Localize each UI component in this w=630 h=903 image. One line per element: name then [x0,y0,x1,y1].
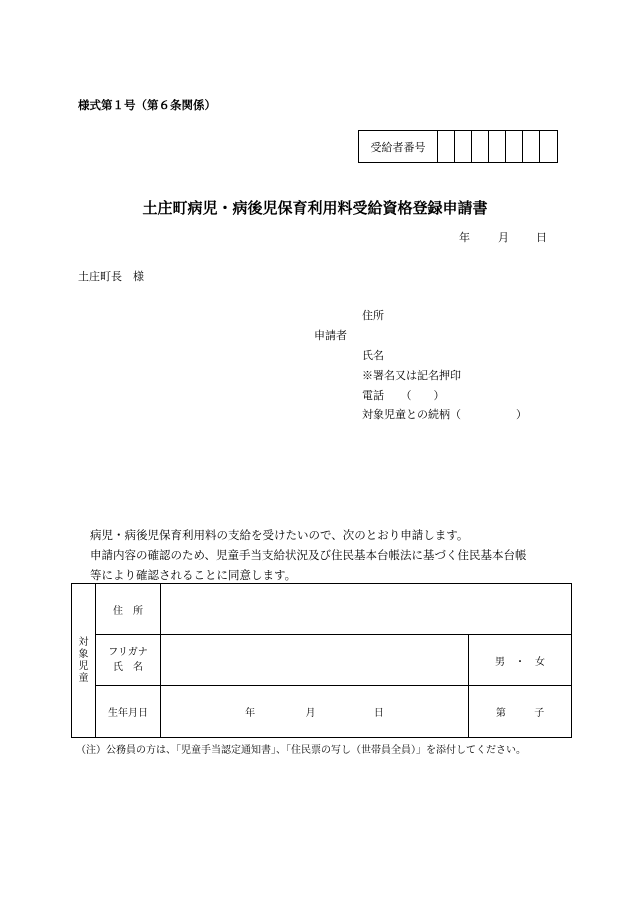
recipient-digit-cell[interactable] [472,131,489,162]
consent-line-3: 等により確認されることに同意します。 [90,568,297,582]
date-day: 日 [536,231,547,244]
recipient-digit-cell[interactable] [523,131,540,162]
applicant-phone-label: 電話 （ ） [362,389,445,402]
applicant-name-label: 氏名 [362,349,384,362]
child-order-field[interactable] [469,686,572,738]
furigana-name-label [96,635,161,686]
date-year: 年 [459,231,470,244]
recipient-digit-cell[interactable] [438,131,455,162]
recipient-digit-cell[interactable] [540,131,557,162]
birthdate-label: 生年月日 [96,686,161,738]
applicant-address-label: 住所 [362,309,384,322]
recipient-digit-cell[interactable] [489,131,506,162]
birthdate-field[interactable] [161,686,469,738]
addressee: 土庄町長 様 [78,270,144,283]
recipient-digit-cell[interactable] [506,131,523,162]
signature-note: ※署名又は記名押印 [362,369,461,382]
relationship-label: 対象児童との続柄（ ） [362,408,527,421]
child-name-label: 氏 名 [113,662,143,673]
child-order-prefix: 第 [495,708,506,719]
child-address-label: 住 所 [96,584,161,635]
recipient-number-box [358,130,558,163]
form-number: 様式第１号（第６条関係） [78,98,216,112]
gender-field[interactable]: 男 ・ 女 [469,635,572,686]
side-label-char: 児 [78,660,89,672]
recipient-number-label: 受給者番号 [359,131,438,162]
date-month: 月 [498,231,509,244]
child-order-suffix: 子 [534,708,545,719]
side-label-char: 象 [78,648,89,660]
recipient-digit-cell[interactable] [455,131,472,162]
target-child-label [72,584,96,738]
consent-line-2: 申請内容の確認のため、児童手当支給状況及び住民基本台帳法に基づく住民基本台帳 [90,548,527,562]
birth-day-label: 日 [373,708,384,719]
footnote: （注）公務員の方は、「児童手当認定通知書」、「住民票の写し（世帯員全員）」を添付してください。 [76,745,526,756]
document-title: 土庄町病児・病後児保育利用料受給資格登録申請書 [142,199,488,217]
consent-line-1: 病児・病後児保育利用料の支給を受けたいので、次のとおり申請します。 [90,528,469,542]
applicant-label: 申請者 [314,329,347,342]
side-label-char: 童 [78,672,89,684]
side-label-char: 対 [78,636,89,648]
child-address-field[interactable] [161,584,572,635]
child-name-field[interactable] [161,635,469,686]
furigana-label: フリガナ [108,647,148,658]
birth-month-label: 月 [305,708,316,719]
target-child-table [71,583,572,738]
birth-year-label: 年 [245,708,256,719]
